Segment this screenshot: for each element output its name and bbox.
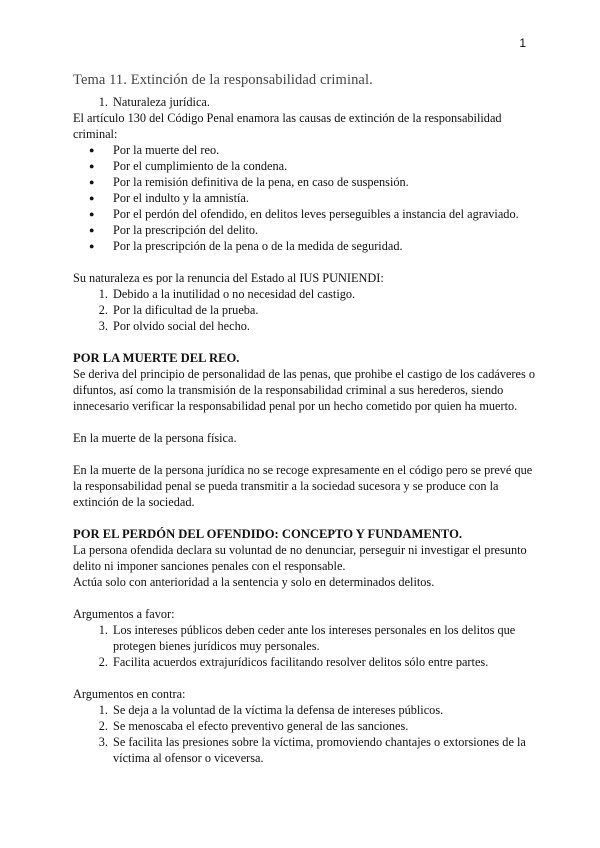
list-item: 3. Por olvido social del hecho. [111, 318, 537, 334]
list-item: 1. Los intereses públicos deben ceder ante los intereses personales en los delitos que protegen bienes jurídicos muy personales. [111, 622, 537, 654]
list-item: ● Por la remisión definitiva de la pena, en caso de suspensión. [111, 174, 537, 190]
perdon-actua: Actúa solo con anterioridad a la sentencia y solo en determinados delitos. [73, 575, 435, 589]
contra-list [73, 702, 537, 766]
list-item: ● Por la prescripción de la pena o de la medida de seguridad. [111, 238, 537, 254]
favor-label: Argumentos a favor: [73, 607, 175, 621]
page-title: Tema 11. Extinción de la responsabilidad criminal. [73, 72, 373, 88]
list-item: 2. Facilita acuerdos extrajurídicos facilitando resolver delitos sólo entre partes. [111, 654, 537, 670]
list-item: ● Por el perdón del ofendido, en delitos leves perseguibles a instancia del agraviado. [111, 206, 537, 222]
list-item: 2. Por la dificultad de la prueba. [111, 302, 537, 318]
contra-label: Argumentos en contra: [73, 687, 186, 701]
list-item: 2. Se menoscaba el efecto preventivo general de las sanciones. [111, 718, 537, 734]
muerte-heading: POR LA MUERTE DEL REO. [73, 351, 240, 365]
intro-list [73, 94, 537, 110]
list-item: 1. Debido a la inutilidad o no necesidad del castigo. [111, 286, 537, 302]
muerte-persona-fisica: En la muerte de la persona física. [73, 431, 237, 445]
intro-paragraph: El artículo 130 del Código Penal enamora las causas de extinción de la responsabilidad criminal: [73, 111, 502, 141]
perdon-heading: POR EL PERDÓN DEL OFENDIDO: CONCEPTO Y FUNDAMENTO. [73, 527, 463, 541]
perdon-concepto: La persona ofendida declara su voluntad de no denunciar, perseguir ni investigar el presunto delito ni imponer sanciones penales con el responsable. [73, 543, 527, 573]
list-item: ● Por el cumplimiento de la condena. [111, 158, 537, 174]
causes-bullet-list [73, 142, 537, 254]
page-number: 1 [519, 36, 526, 50]
favor-list [73, 622, 537, 670]
list-item: 1. Naturaleza jurídica. [111, 94, 537, 110]
muerte-persona-juridica: En la muerte de la persona jurídica no se recoge expresamente en el código pero se prevé que la responsabilidad penal se pueda transmitir a la sociedad sucesora y se produce con la extinción de la sociedad. [73, 463, 533, 509]
naturaleza-paragraph: Su naturaleza es por la renuncia del Estado al IUS PUNIENDI: [73, 271, 384, 285]
naturaleza-list [73, 286, 537, 334]
list-item: ● Por la muerte del reo. [111, 142, 537, 158]
list-item: ● Por el indulto y la amnistía. [111, 190, 537, 206]
list-item: 3. Se facilita las presiones sobre la víctima, promoviendo chantajes o extorsiones de la víctima al ofensor o viceversa. [111, 734, 537, 766]
muerte-paragraph: Se deriva del principio de personalidad de las penas, que prohibe el castigo de los cadáveres o difuntos, así como la transmisión de la responsabilidad criminal a sus herederos, siendo innecesario verificar la responsabilidad penal por un hecho cometido por quien ha muerto. [73, 367, 535, 413]
document-body [73, 72, 537, 766]
list-item: ● Por la prescripción del delito. [111, 222, 537, 238]
list-item: 1. Se deja a la voluntad de la víctima la defensa de intereses públicos. [111, 702, 537, 718]
